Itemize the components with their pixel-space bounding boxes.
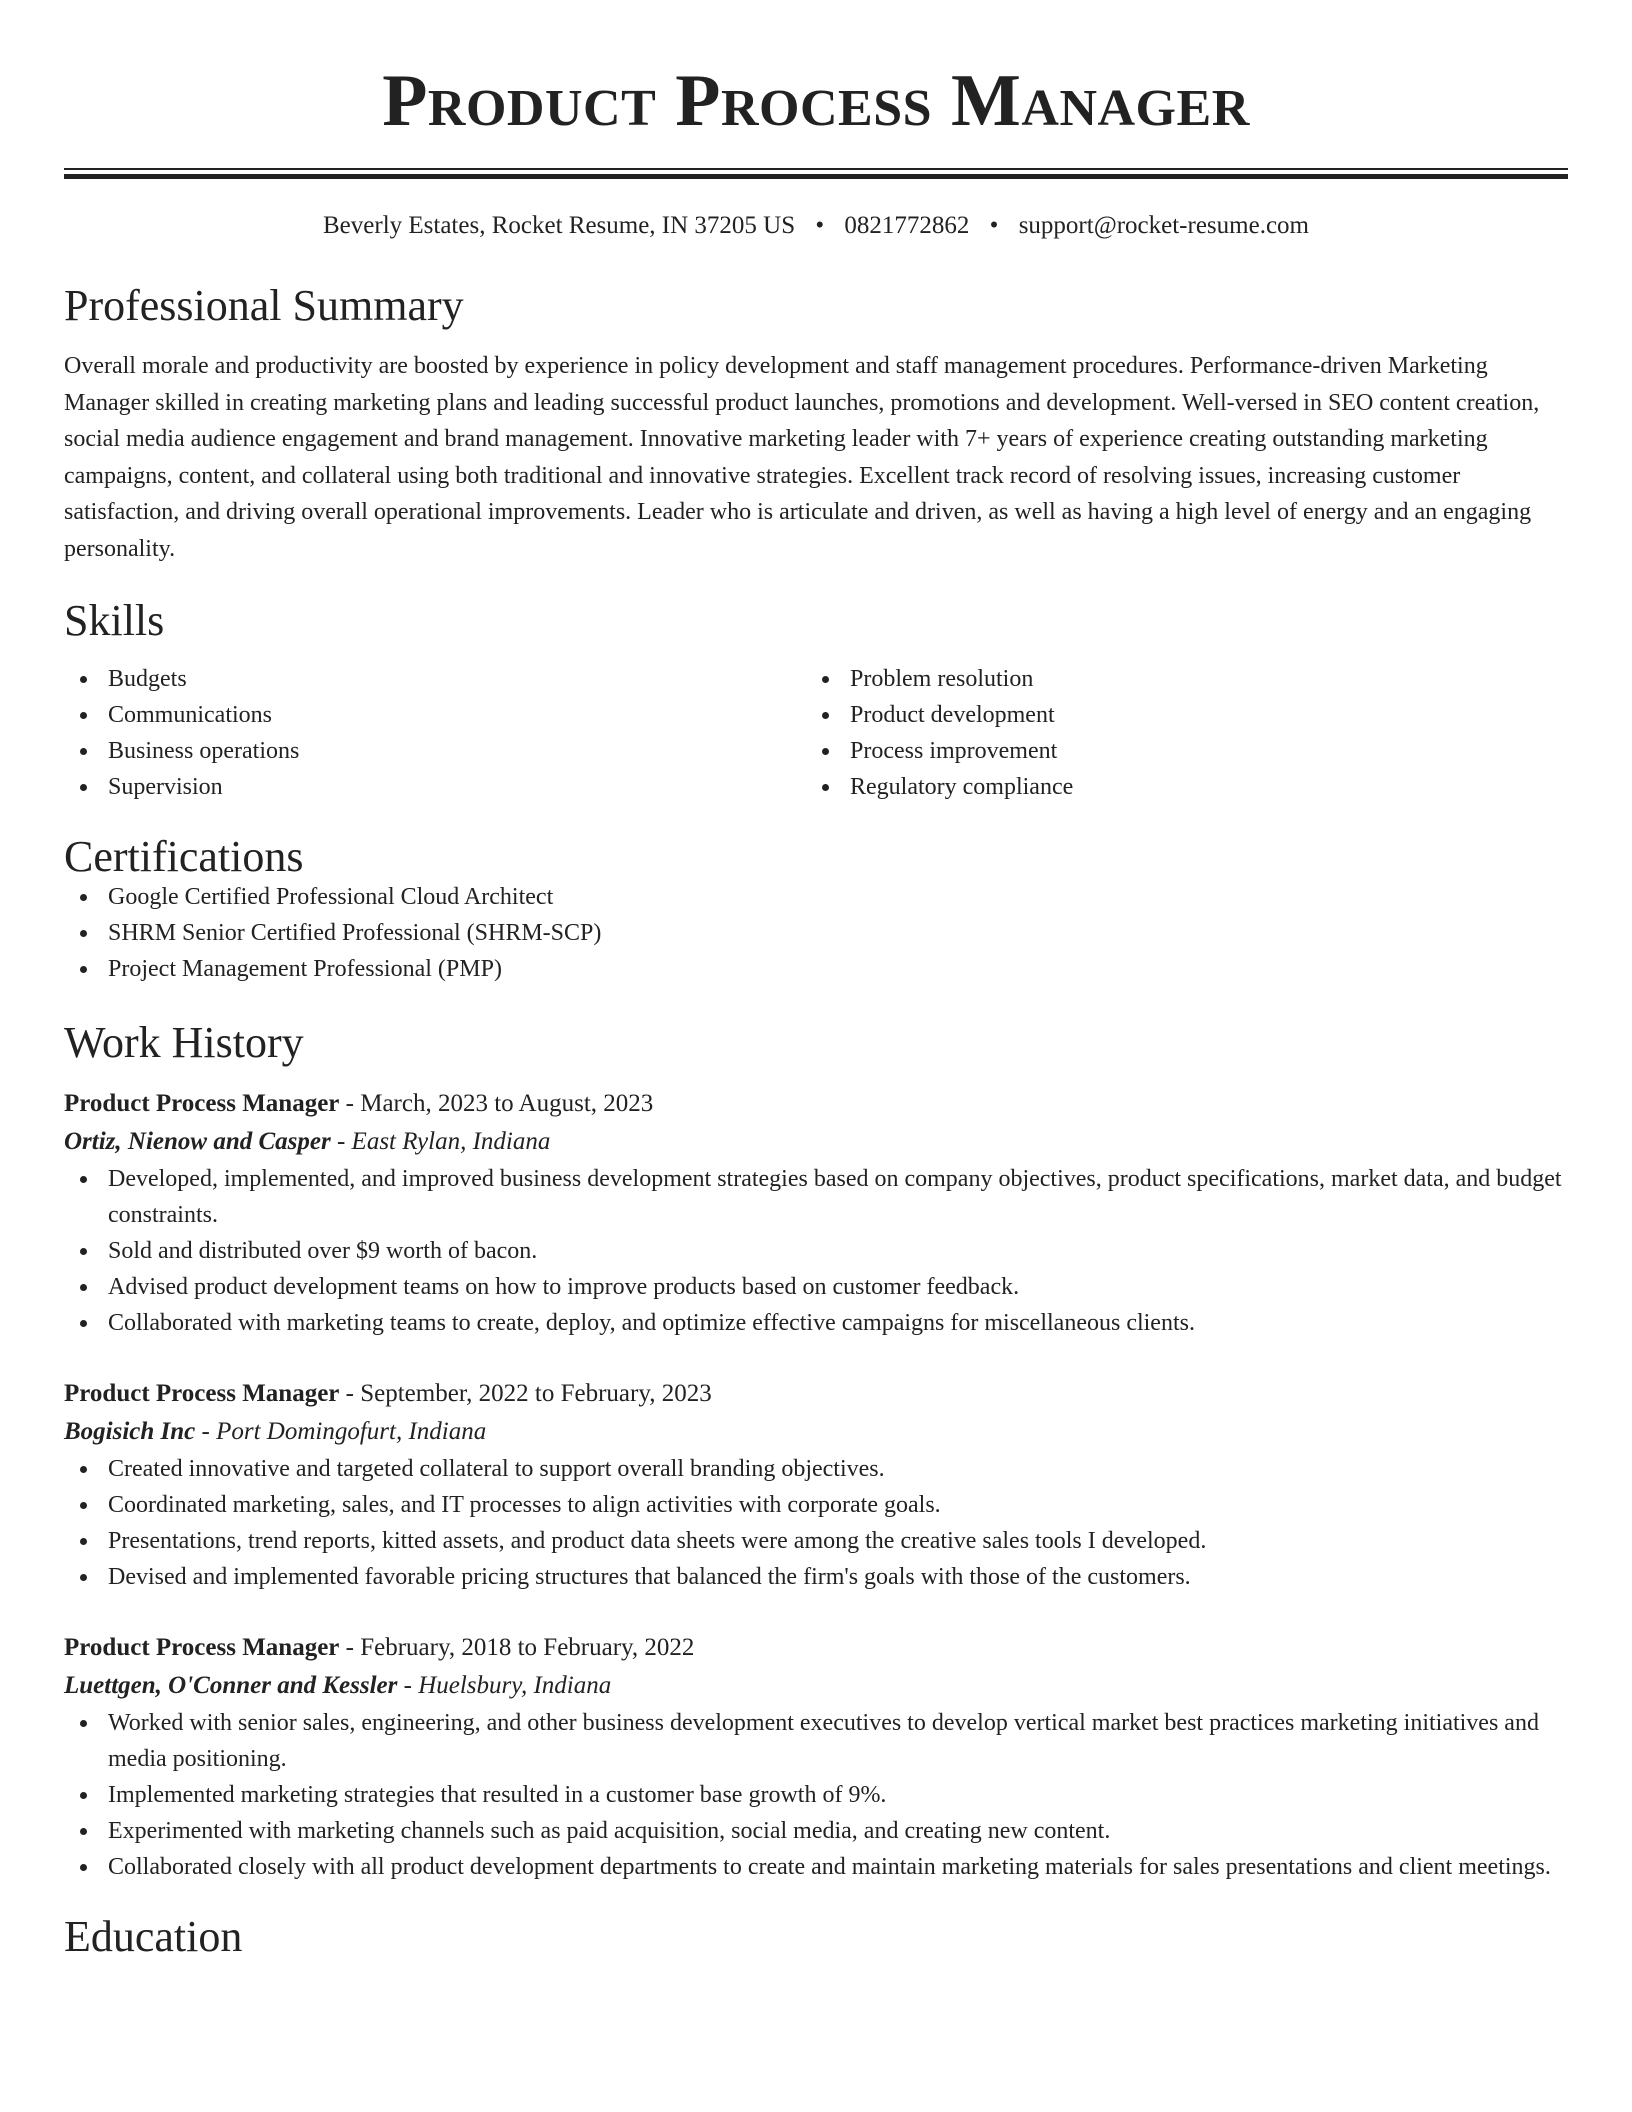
- skill-label: Regulatory compliance: [850, 774, 1074, 800]
- skills-grid: [64, 661, 1568, 805]
- bullet-icon: [80, 1538, 87, 1545]
- skill-label: Problem resolution: [850, 666, 1034, 692]
- work-history-heading: Work History: [64, 1018, 304, 1067]
- skill-item: [64, 697, 806, 733]
- job-entry: [64, 1375, 1568, 1595]
- job-dates: - February, 2018 to February, 2022: [339, 1634, 695, 1661]
- bullet-icon: [80, 966, 87, 973]
- skill-label: Budgets: [108, 666, 187, 692]
- title-divider: [64, 168, 1568, 179]
- job-duty-item: [64, 1305, 1568, 1341]
- job-duty-text: Collaborated with marketing teams to create, deploy, and optimize effective campaigns for miscellaneous clients.: [108, 1310, 1195, 1336]
- job-title: Product Process Manager: [64, 1634, 340, 1661]
- bullet-icon: [80, 1864, 87, 1871]
- education-heading: Education: [64, 1912, 243, 1961]
- skill-item: [806, 769, 1548, 805]
- bullet-icon: [822, 712, 829, 719]
- contact-address: Beverly Estates, Rocket Resume, IN 37205 US: [323, 212, 796, 239]
- job-title: Product Process Manager: [64, 1380, 340, 1407]
- bullet-icon: [822, 676, 829, 683]
- bullet-icon: [80, 1466, 87, 1473]
- certification-label: Project Management Professional (PMP): [108, 956, 502, 982]
- job-company: Ortiz, Nienow and Casper: [64, 1128, 331, 1155]
- skill-item: [64, 769, 806, 805]
- skill-item: [64, 733, 806, 769]
- job-duty-item: [64, 1487, 1568, 1523]
- bullet-icon: [80, 748, 87, 755]
- job-location: - East Rylan, Indiana: [330, 1128, 551, 1155]
- skill-label: Business operations: [108, 738, 300, 764]
- bullet-icon: [80, 894, 87, 901]
- job-duty-item: [64, 1849, 1568, 1885]
- job-duty-text: Collaborated closely with all product development departments to create and maintain marketing materials for sales presentations and client meetings.: [108, 1854, 1551, 1880]
- job-duty-text: Advised product development teams on how to improve products based on customer feedback.: [108, 1274, 1020, 1300]
- bullet-icon: [80, 712, 87, 719]
- skills-list-right: [806, 661, 1548, 805]
- job-duty-text: Devised and implemented favorable pricing structures that balanced the firm's goals with those of the customers.: [108, 1564, 1191, 1590]
- job-company-line: [64, 1413, 1568, 1451]
- job-entry: [64, 1085, 1568, 1341]
- contact-line: [64, 213, 1568, 238]
- certification-label: SHRM Senior Certified Professional (SHRM-SCP): [108, 920, 602, 946]
- job-company-line: [64, 1667, 1568, 1705]
- bullet-icon: [80, 1502, 87, 1509]
- bullet-icon: [822, 784, 829, 791]
- contact-separator: •: [989, 212, 999, 239]
- certifications-heading: Certifications: [64, 832, 304, 881]
- skills-heading: Skills: [64, 596, 165, 645]
- job-company-line: [64, 1123, 1568, 1161]
- job-title-line: [64, 1629, 1568, 1667]
- job-duty-text: Presentations, trend reports, kitted assets, and product data sheets were among the creative sales tools I developed.: [108, 1528, 1207, 1554]
- contact-separator: •: [815, 212, 825, 239]
- job-duty-item: [64, 1777, 1568, 1813]
- contact-phone: 0821772862: [844, 212, 970, 239]
- certifications-list: [64, 879, 1568, 987]
- certification-item: [64, 915, 1568, 951]
- certification-label: Google Certified Professional Cloud Architect: [108, 884, 554, 910]
- skill-item: [806, 733, 1548, 769]
- job-duty-text: Created innovative and targeted collateral to support overall branding objectives.: [108, 1456, 885, 1482]
- job-dates: - March, 2023 to August, 2023: [339, 1090, 654, 1117]
- skills-list-left: [64, 661, 806, 805]
- bullet-icon: [80, 1720, 87, 1727]
- job-title: Product Process Manager: [64, 1090, 340, 1117]
- job-company: Bogisich Inc: [64, 1418, 196, 1445]
- bullet-icon: [80, 1320, 87, 1327]
- job-entry: [64, 1629, 1568, 1885]
- job-company: Luettgen, O'Conner and Kessler: [64, 1672, 398, 1699]
- job-duty-item: [64, 1161, 1568, 1233]
- skill-item: [64, 661, 806, 697]
- contact-email: support@rocket-resume.com: [1018, 212, 1309, 239]
- bullet-icon: [822, 748, 829, 755]
- skill-label: Process improvement: [850, 738, 1058, 764]
- skill-label: Communications: [108, 702, 272, 728]
- job-duty-item: [64, 1451, 1568, 1487]
- job-duties-list: [64, 1161, 1568, 1341]
- job-title-line: [64, 1375, 1568, 1413]
- job-location: - Huelsbury, Indiana: [397, 1672, 612, 1699]
- job-title-line: [64, 1085, 1568, 1123]
- skill-item: [806, 661, 1548, 697]
- bullet-icon: [80, 1284, 87, 1291]
- job-duty-text: Coordinated marketing, sales, and IT processes to align activities with corporate goals.: [108, 1492, 941, 1518]
- job-duty-text: Sold and distributed over $9 worth of bacon.: [108, 1238, 538, 1264]
- skill-item: [806, 697, 1548, 733]
- job-duty-item: [64, 1813, 1568, 1849]
- job-duty-item: [64, 1705, 1568, 1777]
- job-duty-item: [64, 1233, 1568, 1269]
- skill-label: Product development: [850, 702, 1055, 728]
- job-duties-list: [64, 1705, 1568, 1885]
- bullet-icon: [80, 784, 87, 791]
- job-duty-text: Experimented with marketing channels such as paid acquisition, social media, and creating new content.: [108, 1818, 1111, 1844]
- job-location: - Port Domingofurt, Indiana: [195, 1418, 487, 1445]
- job-duty-item: [64, 1523, 1568, 1559]
- skills-column-left: [64, 661, 806, 805]
- bullet-icon: [80, 1248, 87, 1255]
- certification-item: [64, 879, 1568, 915]
- job-duty-text: Implemented marketing strategies that resulted in a customer base growth of 9%.: [108, 1782, 887, 1808]
- resume-title: Product Process Manager: [382, 60, 1250, 142]
- certification-item: [64, 951, 1568, 987]
- job-duty-text: Developed, implemented, and improved business development strategies based on company objectives, product specifications, market data, and budget constraints.: [108, 1166, 1562, 1228]
- bullet-icon: [80, 676, 87, 683]
- job-duties-list: [64, 1451, 1568, 1595]
- bullet-icon: [80, 1574, 87, 1581]
- job-duty-text: Worked with senior sales, engineering, and other business development executives to develop vertical market best practices marketing initiatives and media positioning.: [108, 1710, 1539, 1772]
- summary-heading: Professional Summary: [64, 281, 464, 330]
- bullet-icon: [80, 930, 87, 937]
- job-duty-item: [64, 1269, 1568, 1305]
- job-duty-item: [64, 1559, 1568, 1595]
- skills-column-right: [806, 661, 1548, 805]
- bullet-icon: [80, 1176, 87, 1183]
- job-dates: - September, 2022 to February, 2023: [339, 1380, 712, 1407]
- skill-label: Supervision: [108, 774, 223, 800]
- bullet-icon: [80, 1792, 87, 1799]
- summary-text: Overall morale and productivity are boosted by experience in policy development and staff management procedures. Performance-driven Marketing Manager skilled in creating marketing plans and leading successful product launches, promotions and development. Well-versed in SEO content creation, social media audience engagement and brand management. Innovative marketing leader with 7+ years of experience creating outstanding marketing campaigns, content, and collateral using both traditional and innovative strategies. Excellent track record of resolving issues, increasing customer satisfaction, and driving overall operational improvements. Leader who is articulate and driven, as well as having a high level of energy and an engaging personality.: [64, 353, 1540, 562]
- bullet-icon: [80, 1828, 87, 1835]
